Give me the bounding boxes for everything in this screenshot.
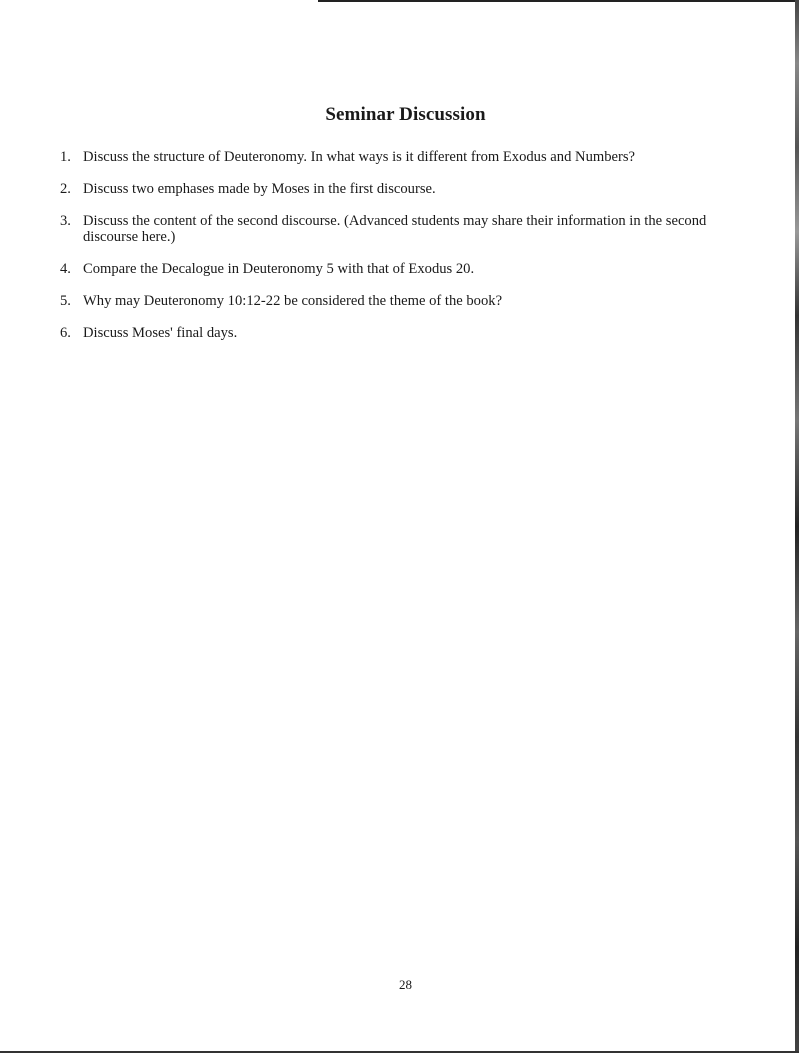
question-text: Why may Deuteronomy 10:12-22 be considered the theme of the book? <box>83 293 503 309</box>
question-text: Discuss the structure of Deuteronomy. In what ways is it different from Exodus and Numbers? <box>83 149 636 165</box>
question-text: Discuss Moses' final days. <box>83 325 238 341</box>
question-number: 3. <box>60 213 71 229</box>
question-text: Discuss two emphases made by Moses in the first discourse. <box>83 181 436 197</box>
list-item <box>60 181 760 197</box>
question-text: Compare the Decalogue in Deuteronomy 5 with that of Exodus 20. <box>83 261 475 277</box>
top-rule-divider <box>318 0 799 2</box>
list-item <box>60 325 760 341</box>
question-list <box>60 149 760 357</box>
list-item <box>60 149 760 165</box>
page-number: 28 <box>399 977 412 992</box>
question-number: 5. <box>60 293 71 309</box>
list-item <box>60 293 760 309</box>
list-item <box>60 261 760 277</box>
question-number: 2. <box>60 181 71 197</box>
list-item <box>60 213 760 245</box>
question-number: 4. <box>60 261 71 277</box>
question-number: 1. <box>60 149 71 165</box>
question-text: Discuss the content of the second discourse. (Advanced students may share their information in the second discourse here.) <box>83 213 707 245</box>
scan-edge-right <box>795 0 799 1053</box>
question-number: 6. <box>60 325 71 341</box>
page-title: Seminar Discussion <box>325 104 486 125</box>
